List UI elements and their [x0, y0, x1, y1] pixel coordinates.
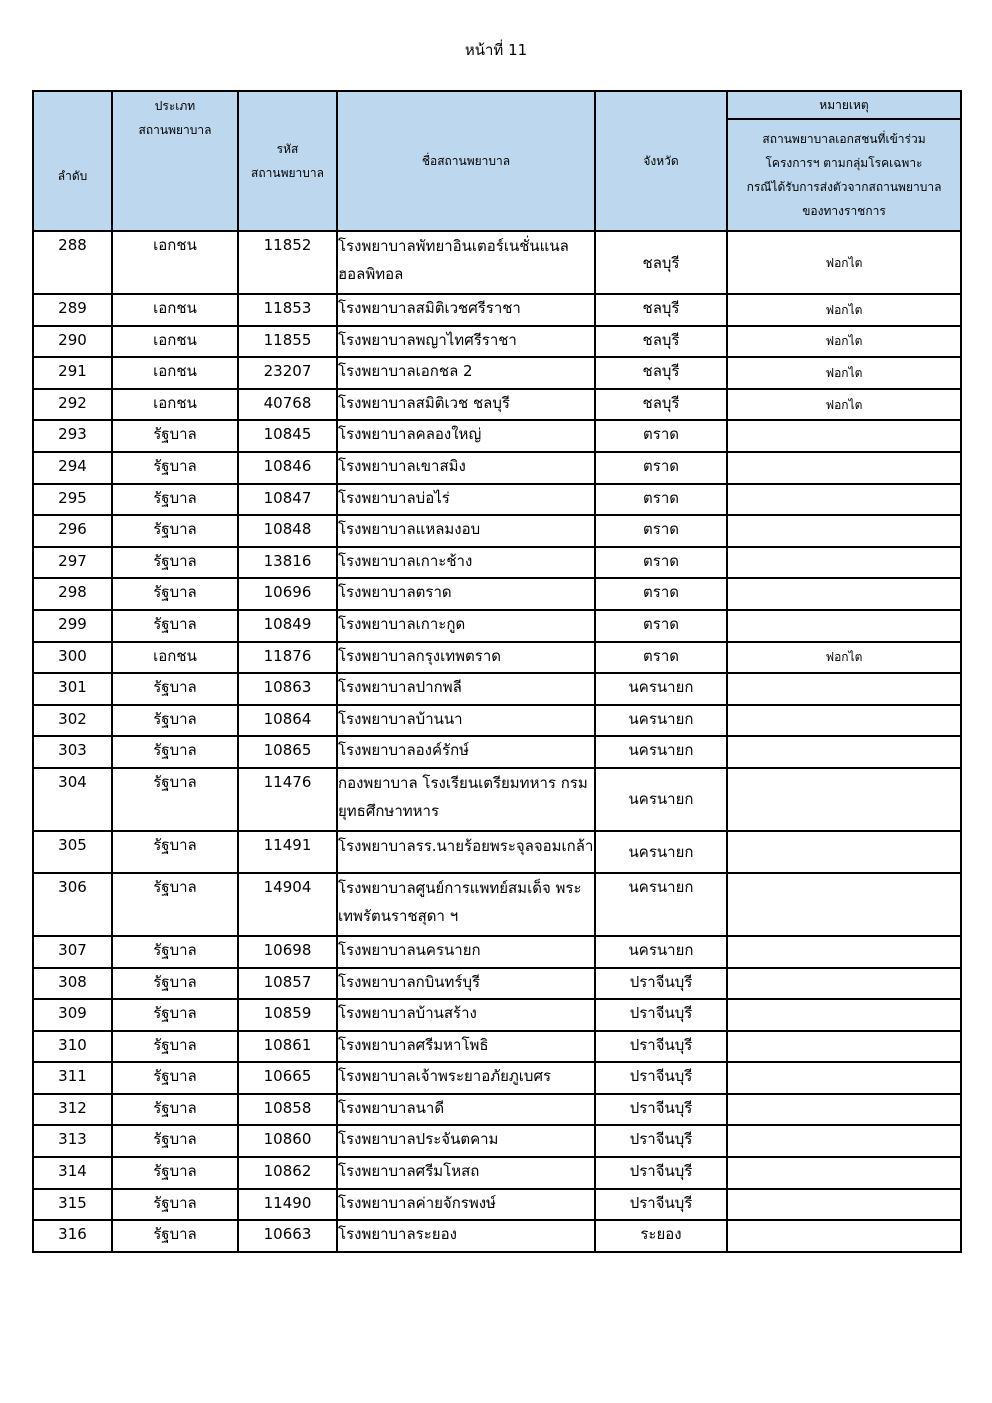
row-number: 305 [33, 831, 112, 873]
province: ปราจีนบุรี [595, 1189, 727, 1221]
table-row [33, 873, 961, 936]
remark [727, 1062, 961, 1094]
table-row [33, 452, 961, 484]
province: ตราด [595, 484, 727, 516]
hospital-code: 11491 [238, 831, 337, 873]
row-number: 306 [33, 873, 112, 936]
hospital-type: รัฐบาล [112, 1157, 238, 1189]
hospital-code: 10663 [238, 1220, 337, 1252]
province: ตราด [595, 610, 727, 642]
remark [727, 610, 961, 642]
hospital-name: โรงพยาบาลประจันตคาม [337, 1125, 595, 1157]
table-row [33, 357, 961, 389]
row-number: 313 [33, 1125, 112, 1157]
hospital-type: รัฐบาล [112, 452, 238, 484]
row-number: 307 [33, 936, 112, 968]
table-row [33, 1220, 961, 1252]
header-order: ลำดับ [33, 91, 112, 231]
province: นครนายก [595, 705, 727, 737]
hospital-name: โรงพยาบาลเกาะช้าง [337, 547, 595, 579]
hospital-name: โรงพยาบาลกบินทร์บุรี [337, 968, 595, 1000]
table-header [33, 91, 961, 231]
remark [727, 547, 961, 579]
table-row [33, 1189, 961, 1221]
hospital-type: รัฐบาล [112, 1062, 238, 1094]
remark [727, 1125, 961, 1157]
table-row [33, 484, 961, 516]
hospital-type: เอกชน [112, 357, 238, 389]
remark [727, 1157, 961, 1189]
province: นครนายก [595, 768, 727, 831]
table-row [33, 831, 961, 873]
row-number: 291 [33, 357, 112, 389]
remark: ฟอกไต [727, 357, 961, 389]
remark [727, 968, 961, 1000]
hospital-name: โรงพยาบาลรร.นายร้อยพระจุลจอมเกล้า [337, 831, 595, 873]
province: ตราด [595, 578, 727, 610]
hospital-code: 11853 [238, 294, 337, 326]
hospital-type: รัฐบาล [112, 547, 238, 579]
hospital-type: รัฐบาล [112, 515, 238, 547]
remark [727, 1094, 961, 1126]
hospital-type: เอกชน [112, 642, 238, 674]
row-number: 288 [33, 231, 112, 294]
remark [727, 515, 961, 547]
hospital-code: 10865 [238, 736, 337, 768]
province: ตราด [595, 515, 727, 547]
province: ปราจีนบุรี [595, 1062, 727, 1094]
province: ปราจีนบุรี [595, 1125, 727, 1157]
remark [727, 736, 961, 768]
hospital-name: โรงพยาบาลนาดี [337, 1094, 595, 1126]
remark [727, 452, 961, 484]
remark [727, 768, 961, 831]
hospital-type: รัฐบาล [112, 1094, 238, 1126]
province: ปราจีนบุรี [595, 1157, 727, 1189]
hospital-code: 10848 [238, 515, 337, 547]
remark [727, 873, 961, 936]
row-number: 292 [33, 389, 112, 421]
hospital-type: รัฐบาล [112, 999, 238, 1031]
hospital-name: กองพยาบาล โรงเรียนเตรียมทหาร กรมยุทธศึกษาทหาร [337, 768, 595, 831]
hospital-type: รัฐบาล [112, 705, 238, 737]
row-number: 296 [33, 515, 112, 547]
remark: ฟอกไต [727, 231, 961, 294]
hospital-type: รัฐบาล [112, 1031, 238, 1063]
table-row [33, 642, 961, 674]
row-number: 310 [33, 1031, 112, 1063]
hospital-name: โรงพยาบาลเอกชล 2 [337, 357, 595, 389]
hospital-type: รัฐบาล [112, 420, 238, 452]
hospital-type: เอกชน [112, 326, 238, 358]
hospital-name: โรงพยาบาลปากพลี [337, 673, 595, 705]
row-number: 294 [33, 452, 112, 484]
hospital-name: โรงพยาบาลบ้านสร้าง [337, 999, 595, 1031]
hospital-code: 10859 [238, 999, 337, 1031]
table-row [33, 294, 961, 326]
hospital-type: เอกชน [112, 389, 238, 421]
remark [727, 1220, 961, 1252]
hospital-code: 10857 [238, 968, 337, 1000]
hospital-type: รัฐบาล [112, 673, 238, 705]
hospital-code: 11876 [238, 642, 337, 674]
hospital-type: เอกชน [112, 231, 238, 294]
province: ตราด [595, 420, 727, 452]
header-name: ชื่อสถานพยาบาล [337, 91, 595, 231]
remark: ฟอกไต [727, 642, 961, 674]
hospital-type: รัฐบาล [112, 873, 238, 936]
row-number: 314 [33, 1157, 112, 1189]
province: ปราจีนบุรี [595, 999, 727, 1031]
remark [727, 673, 961, 705]
province: ชลบุรี [595, 326, 727, 358]
remark: ฟอกไต [727, 326, 961, 358]
page-number: หน้าที่ 11 [464, 41, 528, 59]
table-row [33, 936, 961, 968]
hospital-type: รัฐบาล [112, 484, 238, 516]
hospital-name: โรงพยาบาลศรีมโหสถ [337, 1157, 595, 1189]
remark [727, 420, 961, 452]
remark [727, 1189, 961, 1221]
row-number: 300 [33, 642, 112, 674]
remark: ฟอกไต [727, 389, 961, 421]
table-row [33, 1031, 961, 1063]
province: ปราจีนบุรี [595, 1094, 727, 1126]
remark [727, 578, 961, 610]
hospital-name: โรงพยาบาลศูนย์การแพทย์สมเด็จ พระเทพรัตนราชสุดา ฯ [337, 873, 595, 936]
hospital-code: 11855 [238, 326, 337, 358]
hospital-code: 10846 [238, 452, 337, 484]
hospital-name: โรงพยาบาลสมิติเวช ชลบุรี [337, 389, 595, 421]
remark [727, 705, 961, 737]
hospital-code: 23207 [238, 357, 337, 389]
table-row [33, 420, 961, 452]
row-number: 315 [33, 1189, 112, 1221]
hospital-code: 10849 [238, 610, 337, 642]
hospital-type: รัฐบาล [112, 968, 238, 1000]
header-remark-description: สถานพยาบาลเอกสชนที่เข้าร่วม โครงการฯ ตามกลุ่มโรคเฉพาะ กรณีได้รับการส่งตัวจากสถานพยาบาล ของทางราชการ [727, 119, 961, 231]
hospital-code: 11490 [238, 1189, 337, 1221]
province: นครนายก [595, 831, 727, 873]
row-number: 308 [33, 968, 112, 1000]
province: ปราจีนบุรี [595, 1031, 727, 1063]
hospital-name: โรงพยาบาลระยอง [337, 1220, 595, 1252]
hospital-name: โรงพยาบาลพัทยาอินเตอร์เนชั่นแนล ฮอลพิทอล [337, 231, 595, 294]
table-row [33, 578, 961, 610]
hospital-name: โรงพยาบาลสมิติเวชศรีราชา [337, 294, 595, 326]
row-number: 312 [33, 1094, 112, 1126]
row-number: 311 [33, 1062, 112, 1094]
province: ตราด [595, 547, 727, 579]
table-row [33, 1062, 961, 1094]
remark [727, 484, 961, 516]
row-number: 301 [33, 673, 112, 705]
hospital-type: รัฐบาล [112, 936, 238, 968]
table-row [33, 231, 961, 294]
hospital-name: โรงพยาบาลคลองใหญ่ [337, 420, 595, 452]
hospital-type: รัฐบาล [112, 1189, 238, 1221]
row-number: 290 [33, 326, 112, 358]
row-number: 303 [33, 736, 112, 768]
table-row [33, 1125, 961, 1157]
province: ชลบุรี [595, 231, 727, 294]
table-row [33, 547, 961, 579]
table-row [33, 1094, 961, 1126]
hospital-name: โรงพยาบาลองค์รักษ์ [337, 736, 595, 768]
hospital-type: รัฐบาล [112, 610, 238, 642]
row-number: 304 [33, 768, 112, 831]
hospital-name: โรงพยาบาลแหลมงอบ [337, 515, 595, 547]
hospital-code: 10665 [238, 1062, 337, 1094]
header-remark: หมายเหตุ [727, 91, 961, 119]
province: ชลบุรี [595, 357, 727, 389]
hospital-code: 11476 [238, 768, 337, 831]
hospital-code: 10696 [238, 578, 337, 610]
table-row [33, 389, 961, 421]
hospital-code: 10860 [238, 1125, 337, 1157]
row-number: 297 [33, 547, 112, 579]
table-row [33, 705, 961, 737]
remark [727, 936, 961, 968]
province: นครนายก [595, 673, 727, 705]
header-type: ประเภท สถานพยาบาล [112, 91, 238, 231]
remark [727, 831, 961, 873]
hospital-type: รัฐบาล [112, 1220, 238, 1252]
hospital-code: 10858 [238, 1094, 337, 1126]
hospital-code: 10864 [238, 705, 337, 737]
row-number: 299 [33, 610, 112, 642]
table-row [33, 515, 961, 547]
hospital-code: 10847 [238, 484, 337, 516]
table-row [33, 968, 961, 1000]
row-number: 302 [33, 705, 112, 737]
province: ชลบุรี [595, 294, 727, 326]
hospital-name: โรงพยาบาลพญาไทศรีราชา [337, 326, 595, 358]
province: ตราด [595, 452, 727, 484]
hospital-name: โรงพยาบาลเจ้าพระยาอภัยภูเบศร [337, 1062, 595, 1094]
province: นครนายก [595, 936, 727, 968]
hospital-name: โรงพยาบาลบ้านนา [337, 705, 595, 737]
table-row [33, 768, 961, 831]
hospital-code: 40768 [238, 389, 337, 421]
header-province: จังหวัด [595, 91, 727, 231]
hospital-name: โรงพยาบาลตราด [337, 578, 595, 610]
hospital-type: รัฐบาล [112, 768, 238, 831]
row-number: 298 [33, 578, 112, 610]
hospital-name: โรงพยาบาลนครนายก [337, 936, 595, 968]
province: ระยอง [595, 1220, 727, 1252]
row-number: 316 [33, 1220, 112, 1252]
province: ปราจีนบุรี [595, 968, 727, 1000]
hospital-code: 10845 [238, 420, 337, 452]
hospital-type: รัฐบาล [112, 1125, 238, 1157]
province: นครนายก [595, 873, 727, 936]
hospital-name: โรงพยาบาลเกาะกูด [337, 610, 595, 642]
hospital-name: โรงพยาบาลบ่อไร่ [337, 484, 595, 516]
hospital-code: 13816 [238, 547, 337, 579]
province: ชลบุรี [595, 389, 727, 421]
hospital-type: รัฐบาล [112, 578, 238, 610]
hospital-name: โรงพยาบาลค่ายจักรพงษ์ [337, 1189, 595, 1221]
province: นครนายก [595, 736, 727, 768]
province: ตราด [595, 642, 727, 674]
remark: ฟอกไต [727, 294, 961, 326]
hospital-code: 10698 [238, 936, 337, 968]
remark [727, 999, 961, 1031]
hospital-code: 10863 [238, 673, 337, 705]
hospital-code: 10861 [238, 1031, 337, 1063]
hospital-code: 10862 [238, 1157, 337, 1189]
header-code: รหัส สถานพยาบาล [238, 91, 337, 231]
remark [727, 1031, 961, 1063]
table-row [33, 326, 961, 358]
table-row [33, 1157, 961, 1189]
row-number: 309 [33, 999, 112, 1031]
hospital-type: รัฐบาล [112, 736, 238, 768]
hospital-type: รัฐบาล [112, 831, 238, 873]
hospital-code: 14904 [238, 873, 337, 936]
table-body [33, 231, 961, 1252]
table-row [33, 999, 961, 1031]
hospital-name: โรงพยาบาลเขาสมิง [337, 452, 595, 484]
row-number: 295 [33, 484, 112, 516]
hospital-name: โรงพยาบาลศรีมหาโพธิ [337, 1031, 595, 1063]
hospital-code: 11852 [238, 231, 337, 294]
row-number: 289 [33, 294, 112, 326]
table-row [33, 610, 961, 642]
hospital-type: เอกชน [112, 294, 238, 326]
table-row [33, 736, 961, 768]
table-row [33, 673, 961, 705]
hospital-name: โรงพยาบาลกรุงเทพตราด [337, 642, 595, 674]
row-number: 293 [33, 420, 112, 452]
hospital-table [32, 90, 962, 1253]
